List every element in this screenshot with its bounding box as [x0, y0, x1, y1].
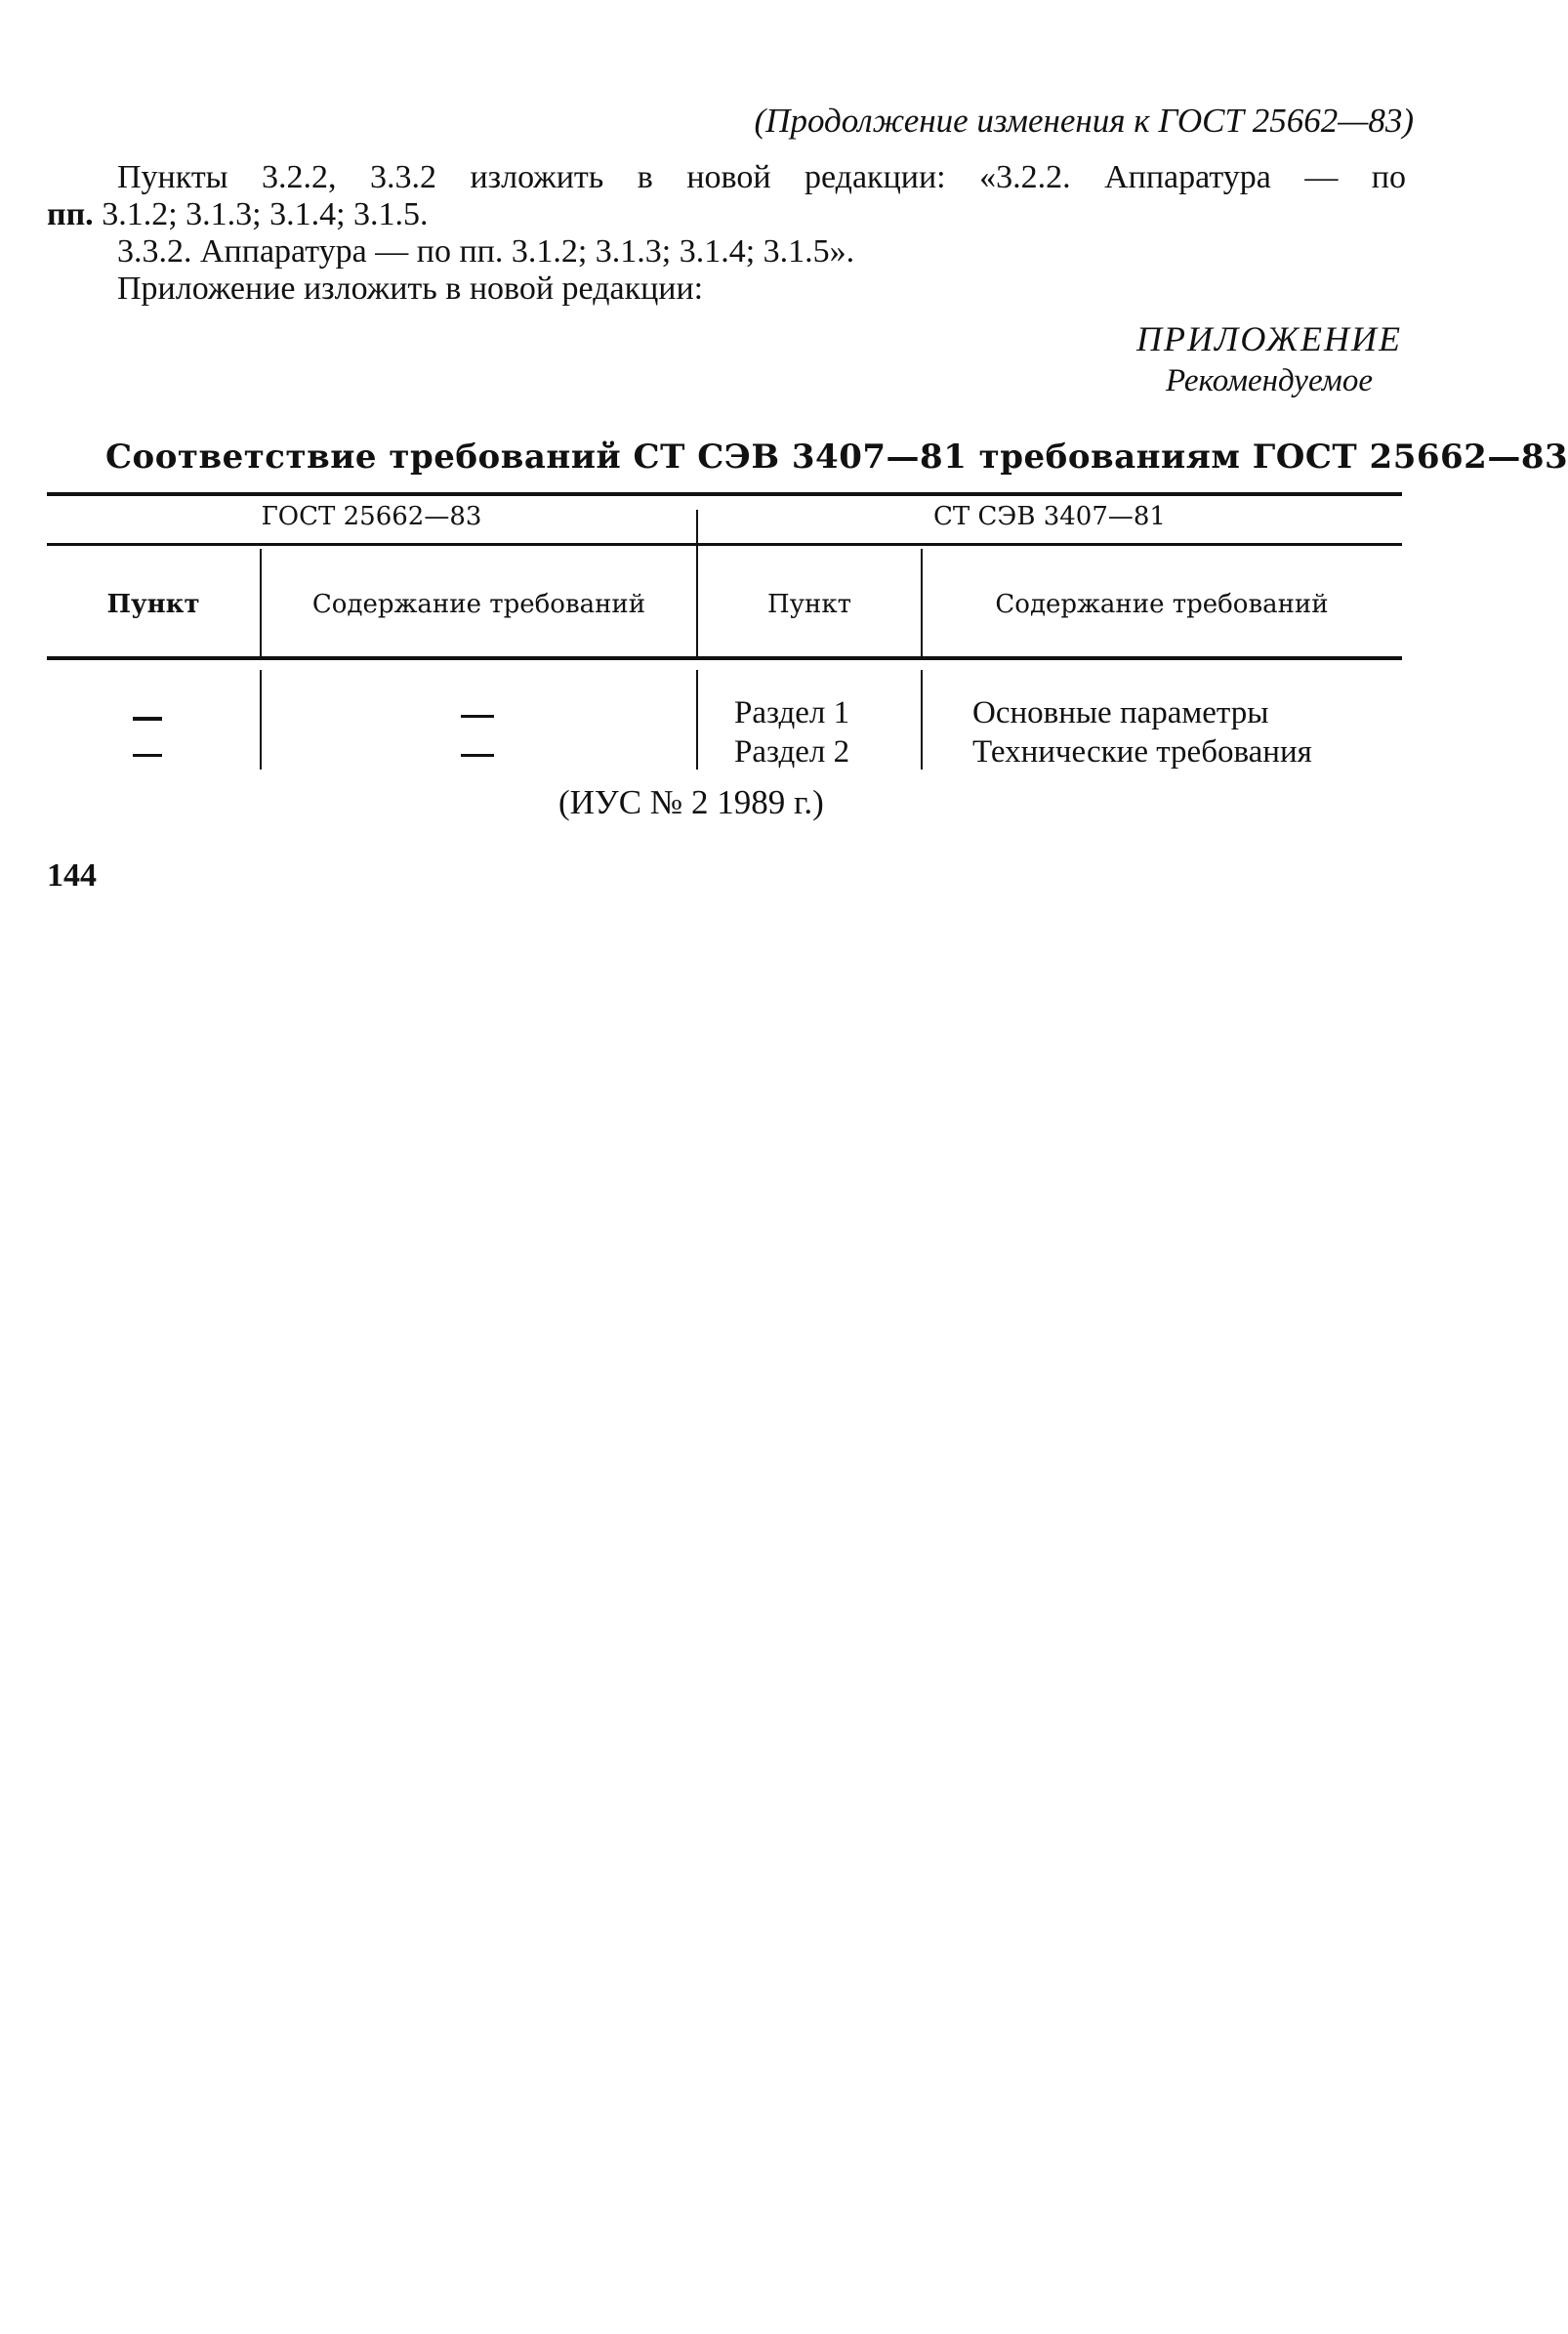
- table-top-rule: [47, 492, 1402, 496]
- col-header-gost-item: Пункт: [106, 590, 200, 619]
- continuation-note: (Продолжение изменения к ГОСТ 25662—83): [754, 102, 1414, 140]
- paragraph-line-1-word: «3.2.2.: [979, 159, 1071, 195]
- paragraph-line-1-word: изложить: [470, 159, 604, 195]
- paragraph-line-1-word: новой: [686, 159, 771, 195]
- paragraph-line-1-word: редакции:: [805, 159, 946, 195]
- paragraph-line-4: Приложение изложить в новой редакции:: [117, 271, 704, 307]
- row-2-gost-item-dash: [133, 754, 162, 757]
- paragraph-line-1: [117, 158, 1406, 197]
- appendix-title: ПРИЛОЖЕНИЕ: [1136, 319, 1402, 358]
- col-header-sev-item: Пункт: [767, 590, 851, 619]
- row-2-sev-content: Технические требования: [972, 734, 1312, 770]
- paragraph-line-2-text: 3.1.2; 3.1.3; 3.1.4; 3.1.5.: [93, 196, 429, 232]
- column-header-rule: [47, 656, 1402, 660]
- group-header-gost: ГОСТ 25662—83: [261, 502, 482, 531]
- col-header-sev-content: Содержание требований: [995, 590, 1329, 619]
- row-2-gost-content-dash: [461, 754, 494, 757]
- body-divider-1: [260, 670, 262, 770]
- paragraph-line-1-word: Аппаратура: [1104, 159, 1271, 195]
- paragraph-line-3: 3.3.2. Аппаратура — по пп. 3.1.2; 3.1.3; 3.1.4; 3.1.5».: [117, 233, 855, 270]
- paragraph-line-1-word: в: [637, 159, 653, 195]
- group-header-rule: [47, 543, 1402, 546]
- paragraph-line-1-word: Пункты: [117, 159, 228, 195]
- row-1-sev-content: Основные параметры: [972, 695, 1269, 730]
- appendix-subtitle: Рекомендуемое: [1165, 363, 1373, 398]
- paragraph-line-2: [47, 195, 429, 234]
- paragraph-line-1-word: 3.2.2,: [262, 159, 337, 195]
- row-1-gost-content-dash: [461, 715, 494, 718]
- row-1-sev-item: Раздел 1: [734, 695, 850, 730]
- body-divider-2: [696, 670, 698, 770]
- pp-abbrev: пп.: [47, 196, 94, 232]
- paragraph-line-1-word: 3.3.2: [370, 159, 436, 195]
- paragraph-line-1-word: —: [1304, 159, 1339, 195]
- ius-reference: (ИУС № 2 1989 г.): [558, 783, 824, 821]
- table-title: Соответствие требований СТ СЭВ 3407—81 требованиям ГОСТ 25662—83: [105, 438, 1568, 477]
- page-number: 144: [47, 857, 97, 894]
- row-2-sev-item: Раздел 2: [734, 734, 850, 770]
- row-1-gost-item-dash: [133, 717, 162, 721]
- paragraph-line-1-word: по: [1371, 159, 1406, 195]
- group-header-sev: СТ СЭВ 3407—81: [933, 502, 1166, 531]
- group-divider: [696, 510, 698, 656]
- col-header-gost-content: Содержание требований: [311, 590, 646, 619]
- body-divider-3: [921, 670, 923, 770]
